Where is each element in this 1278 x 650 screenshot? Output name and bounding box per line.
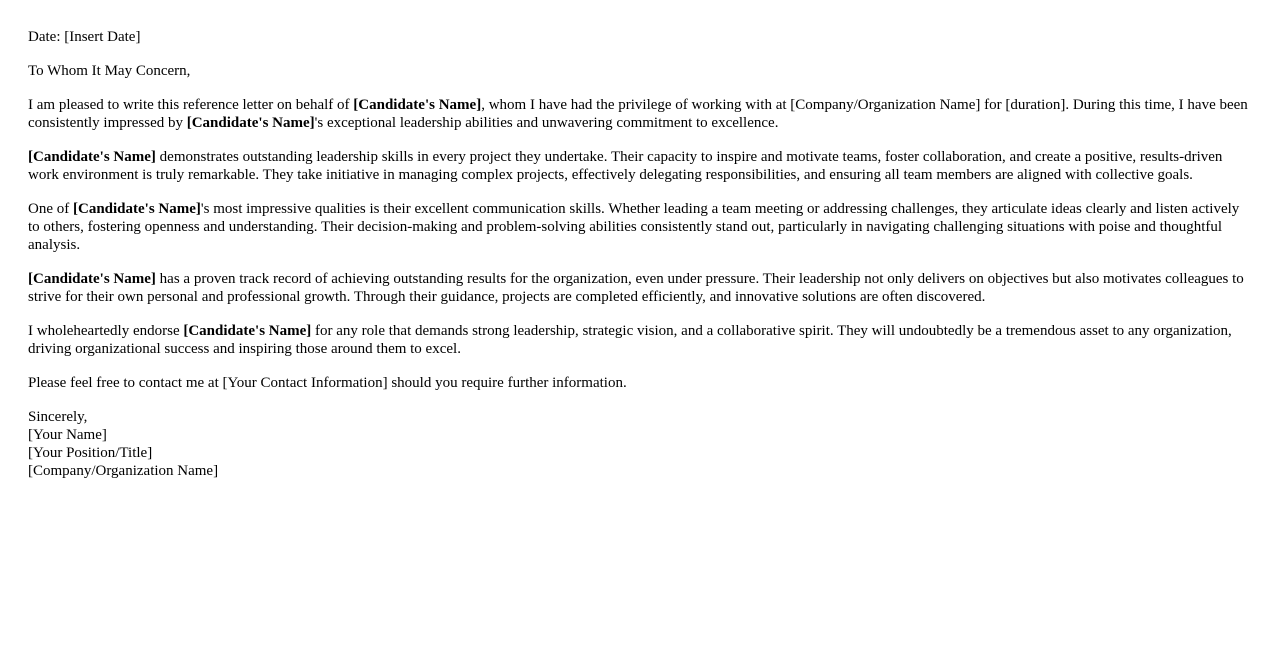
reference-letter	[28, 28, 1250, 496]
letter-paragraph-results	[28, 270, 1250, 306]
candidate-name: [Candidate's Name]	[183, 323, 312, 339]
paragraph-text: One of	[28, 201, 73, 217]
paragraph-text: demonstrates outstanding leadership skills in every project they undertake. Their capacity to inspire and motivate teams, foster collaboration, and create a positive, results-driven work environment is truly remarkable. They take initiative in managing complex projects, effectively delegating responsibilities, and ensuring all team members are aligned with collective goals.	[28, 149, 1223, 183]
letter-contact: Please feel free to contact me at [Your Contact Information] should you require further information.	[28, 375, 627, 391]
paragraph-text: I am pleased to write this reference letter on behalf of	[28, 97, 354, 113]
paragraph-text: 's most impressive qualities is their excellent communication skills. Whether leading a team meeting or addressing challenges, they articulate ideas clearly and listen actively to others, fostering openness and understanding. Their decision-making and problem-solving abilities consistently stand out, particularly in navigating challenging situations with poise and thoughtful analysis.	[28, 201, 1240, 253]
candidate-name: [Candidate's Name]	[28, 271, 156, 287]
paragraph-text: I wholeheartedly endorse	[28, 323, 184, 339]
letter-paragraph-intro	[28, 96, 1250, 132]
candidate-name: [Candidate's Name]	[73, 201, 201, 217]
letter-signature	[28, 408, 1250, 480]
paragraph-text: , whom I have had the privilege of working with at [Company/Organization Name] for [duration]. During this time, I have been consistently impressed by	[28, 97, 1248, 131]
signature-title: [Your Position/Title]	[28, 445, 153, 461]
paragraph-text: has a proven track record of achieving outstanding results for the organization, even under pressure. Their leadership not only delivers on objectives but also motivates colleagues to strive for their own personal and professional growth. Through their guidance, projects are completed efficiently, and innovative solutions are often discovered.	[28, 271, 1244, 305]
letter-paragraph-endorsement	[28, 322, 1250, 358]
letter-date: Date: [Insert Date]	[28, 29, 141, 45]
letter-salutation: To Whom It May Concern,	[28, 63, 191, 79]
letter-paragraph-communication	[28, 200, 1250, 254]
candidate-name: [Candidate's Name]	[353, 97, 482, 113]
signature-name: [Your Name]	[28, 427, 107, 443]
letter-paragraph-leadership	[28, 148, 1250, 184]
paragraph-text: 's exceptional leadership abilities and unwavering commitment to excellence.	[314, 115, 779, 131]
candidate-name: [Candidate's Name]	[28, 149, 156, 165]
signature-closing: Sincerely,	[28, 409, 88, 425]
candidate-name: [Candidate's Name]	[186, 115, 315, 131]
paragraph-text: for any role that demands strong leadership, strategic vision, and a collaborative spirit. They will undoubtedly be a tremendous asset to any organization, driving organizational success and inspiring those around them to excel.	[28, 323, 1232, 357]
signature-company: [Company/Organization Name]	[28, 463, 219, 479]
